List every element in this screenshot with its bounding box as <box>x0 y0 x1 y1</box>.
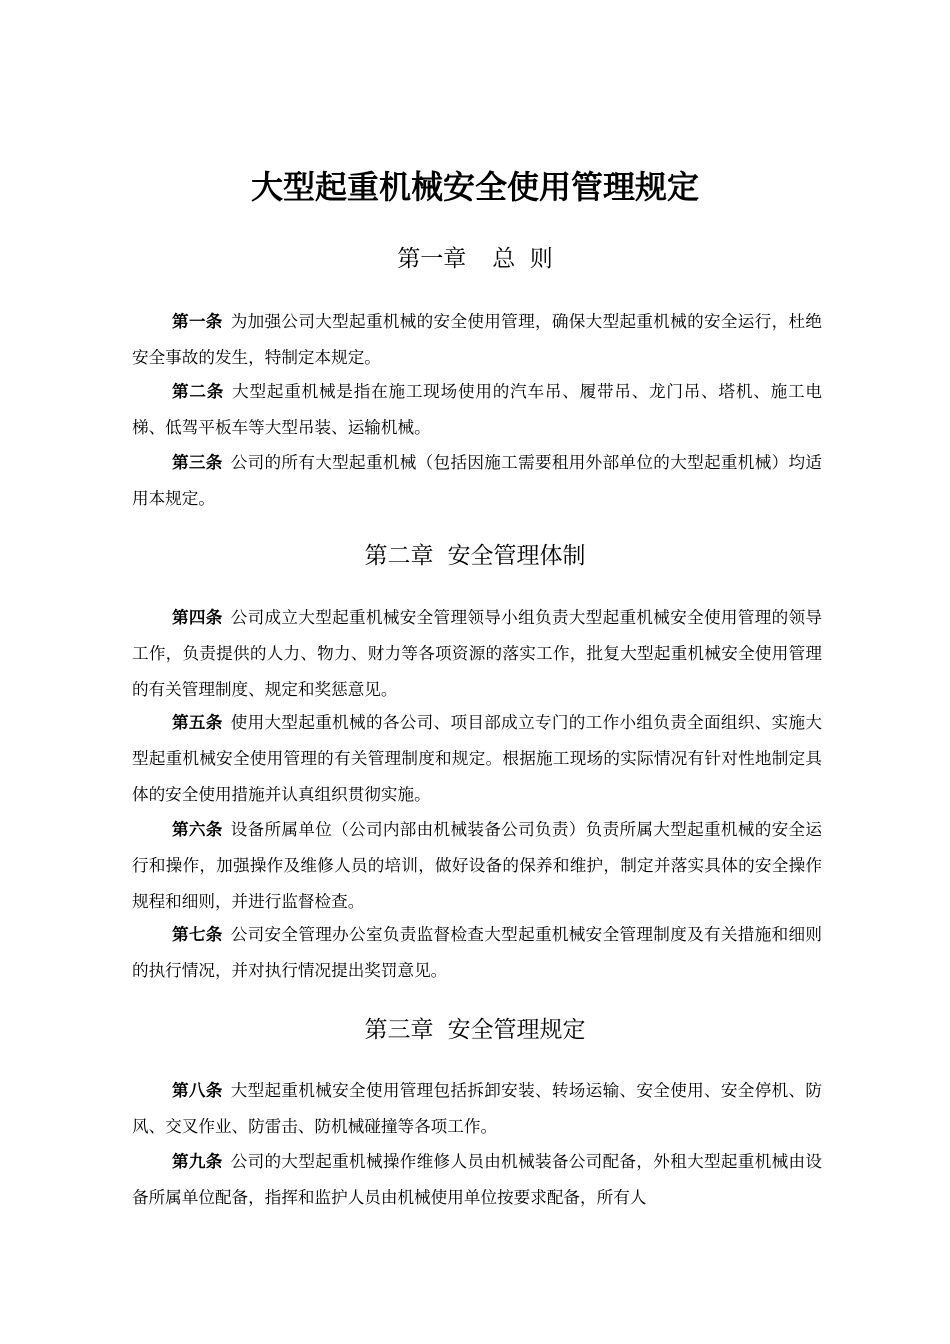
article-paragraph <box>132 917 822 989</box>
article-paragraph <box>132 705 822 813</box>
article-paragraph <box>132 600 822 708</box>
article-text: 大型起重机械安全使用管理包括拆卸安装、转场运输、安全使用、安全停机、防风、交叉作业、防雷击、防机械碰撞等各项工作。 <box>132 1081 823 1136</box>
article-paragraph <box>132 1073 822 1145</box>
article-label: 第九条 <box>172 1152 223 1171</box>
article-label: 第三条 <box>172 453 223 472</box>
chapter-heading-3 <box>0 1014 950 1046</box>
chapter-name: 总 则 <box>492 246 553 272</box>
article-paragraph <box>132 812 822 920</box>
article-text: 公司成立大型起重机械安全管理领导小组负责大型起重机械安全使用管理的领导工作，负责提供的人力、物力、财力等各项资源的落实工作，批复大型起重机械安全使用管理的有关管理制度、规定和奖惩意见。 <box>132 608 823 699</box>
article-paragraph <box>132 304 822 376</box>
chapter-number: 第三章 <box>364 1017 434 1043</box>
article-paragraph <box>132 1144 822 1216</box>
article-label: 第五条 <box>172 713 223 732</box>
chapter-number: 第二章 <box>364 543 434 569</box>
article-paragraph <box>132 445 822 517</box>
chapter-name: 安全管理规定 <box>447 1017 586 1043</box>
article-text: 公司安全管理办公室负责监督检查大型起重机械安全管理制度及有关措施和细则的执行情况，并对执行情况提出奖罚意见。 <box>132 925 823 980</box>
chapter-heading-2 <box>0 540 950 572</box>
document-title: 大型起重机械安全使用管理规定 <box>250 168 699 206</box>
chapter-number: 第一章 <box>397 246 467 272</box>
article-text: 设备所属单位（公司内部由机械装备公司负责）负责所属大型起重机械的安全运行和操作，加强操作及维修人员的培训，做好设备的保养和维护，制定并落实具体的安全操作规程和细则，并进行监督检查。 <box>132 820 823 911</box>
article-label: 第一条 <box>172 312 223 331</box>
article-label: 第二条 <box>172 382 225 401</box>
article-text: 公司的所有大型起重机械（包括因施工需要租用外部单位的大型起重机械）均适用本规定。 <box>132 453 823 508</box>
article-text: 使用大型起重机械的各公司、项目部成立专门的工作小组负责全面组织、实施大型起重机械安全使用管理的有关管理制度和规定。根据施工现场的实际情况有针对性地制定具体的安全使用措施并认真组织贯彻实施。 <box>132 713 823 804</box>
article-label: 第八条 <box>172 1081 223 1100</box>
article-text: 为加强公司大型起重机械的安全使用管理，确保大型起重机械的安全运行，杜绝安全事故的发生，特制定本规定。 <box>132 312 823 367</box>
chapter-name: 安全管理体制 <box>447 543 586 569</box>
article-label: 第七条 <box>172 925 223 944</box>
article-text: 公司的大型起重机械操作维修人员由机械装备公司配备，外租大型起重机械由设备所属单位配备，指挥和监护人员由机械使用单位按要求配备，所有人 <box>132 1152 823 1207</box>
article-paragraph <box>132 374 822 446</box>
chapter-heading-1 <box>0 243 950 275</box>
article-label: 第四条 <box>172 608 223 627</box>
article-text: 大型起重机械是指在施工现场使用的汽车吊、履带吊、龙门吊、塔机、施工电梯、低驾平板车等大型吊装、运输机械。 <box>132 382 823 437</box>
article-label: 第六条 <box>172 820 223 839</box>
